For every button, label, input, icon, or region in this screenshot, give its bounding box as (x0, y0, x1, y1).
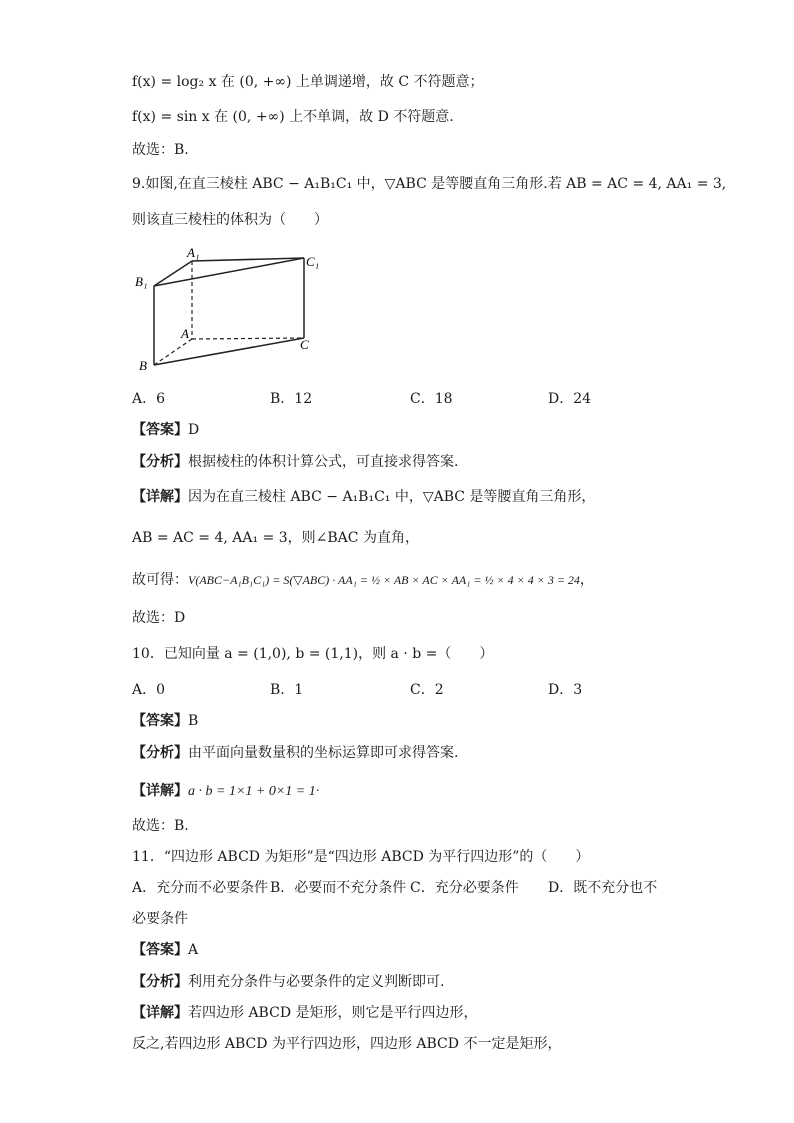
q10-select: 故选：B. (132, 818, 189, 834)
q9-detail-1 (132, 487, 595, 507)
q11-option-c: C．充分必要条件 (410, 880, 519, 896)
q10-analysis-text: 由平面向量数量积的坐标运算即可求得答案. (188, 745, 459, 761)
q11-option-d-cont: 必要条件 (132, 911, 188, 927)
q9-answer (132, 420, 199, 440)
q9-detail-text: 因为在直三棱柱 ABC − A₁B₁C₁ 中，▽ABC 是等腰直角三角形， (188, 489, 596, 505)
q10-option-d: D．3 (548, 682, 583, 698)
q10-detail-formula: a · b = 1×1 + 0×1 = 1· (188, 784, 320, 799)
answer-tag: 【答案】 (132, 422, 188, 438)
q10-answer-value: B (188, 713, 199, 729)
q11-analysis-text: 利用充分条件与必要条件的定义判断即可. (188, 974, 445, 990)
q9-stem-line1: 9.如图,在直三棱柱 ABC − A₁B₁C₁ 中，▽ABC 是等腰直角三角形.若 AB = AC = 4, AA₁ = 3, (132, 176, 727, 192)
q11-detail-2: 反之,若四边形 ABCD 为平行四边形，四边形 ABCD 不一定是矩形， (132, 1036, 562, 1052)
volume-formula: V(ABC−A₁B₁C₁) = S(▽ABC) · AA₁ = ½ × AB × AC × AA₁ = ½ × 4 × 4 × 3 = 24 (188, 573, 580, 587)
q10-option-b: B．1 (270, 682, 304, 698)
q11-answer (132, 940, 198, 960)
q10-answer (132, 711, 198, 731)
label-A: A (181, 326, 189, 341)
q11-stem: 11．“四边形 ABCD 为矩形”是“四边形 ABCD 为平行四边形”的（ ） (132, 849, 590, 865)
q10-detail (132, 781, 319, 802)
q11-option-d: D．既不充分也不 (548, 880, 658, 896)
q10-option-c: C．2 (410, 682, 444, 698)
q9-analysis-text: 根据棱柱的体积计算公式，可直接求得答案. (188, 454, 459, 470)
label-B1: B₁ (135, 274, 148, 289)
prism-figure (130, 240, 330, 380)
edge-BC (154, 338, 304, 365)
label-C: C (300, 337, 309, 352)
q11-detail-1 (132, 1003, 478, 1023)
answer-tag: 【答案】 (132, 713, 188, 729)
line-sin-not-monotone: f(x) = sin x 在 (0, +∞) 上不单调，故 D 不符题意. (132, 109, 454, 125)
edge-AC (192, 338, 304, 339)
q9-detail-2: AB = AC = 4, AA₁ = 3，则∠BAC 为直角， (132, 530, 419, 546)
q9-option-d: D．24 (548, 391, 592, 407)
q11-option-b: B．必要而不充分条件 (270, 880, 407, 896)
q9-option-c: C．18 (410, 391, 453, 407)
q10-analysis (132, 743, 458, 763)
label-A1: A₁ (187, 245, 200, 260)
q10-option-a: A．0 (132, 682, 166, 698)
analysis-tag: 【分析】 (132, 974, 188, 990)
q9-select: 故选：D (132, 610, 186, 626)
answer-tag: 【答案】 (132, 942, 188, 958)
q11-option-a: A．充分而不必要条件 (132, 880, 269, 896)
q9-detail-3 (132, 570, 594, 590)
label-B: B (139, 358, 147, 373)
q9-detail-suffix: ， (579, 572, 594, 588)
analysis-tag: 【分析】 (132, 454, 188, 470)
analysis-tag: 【分析】 (132, 745, 188, 761)
detail-tag: 【详解】 (132, 783, 188, 799)
q9-answer-value: D (188, 422, 200, 438)
q9-option-b: B．12 (270, 391, 313, 407)
q11-answer-value: A (188, 942, 199, 958)
line-log-monotone: f(x) = log₂ x 在 (0, +∞) 上单调递增，故 C 不符题意； (132, 74, 484, 90)
q11-detail-text: 若四边形 ABCD 是矩形，则它是平行四边形， (188, 1005, 478, 1021)
detail-tag: 【详解】 (132, 489, 188, 505)
q9-analysis (132, 452, 458, 472)
q9-stem-line2: 则该直三棱柱的体积为（ ） (132, 212, 328, 228)
detail-tag: 【详解】 (132, 1005, 188, 1021)
line-select-b-1: 故选：B. (132, 142, 189, 158)
q9-detail-prefix: 故可得： (132, 572, 188, 588)
q11-analysis (132, 972, 444, 992)
q9-option-a: A．6 (132, 391, 166, 407)
q10-stem: 10．已知向量 a = (1,0), b = (1,1)，则 a · b =（ ） (132, 646, 494, 662)
label-C1: C₁ (306, 254, 320, 269)
